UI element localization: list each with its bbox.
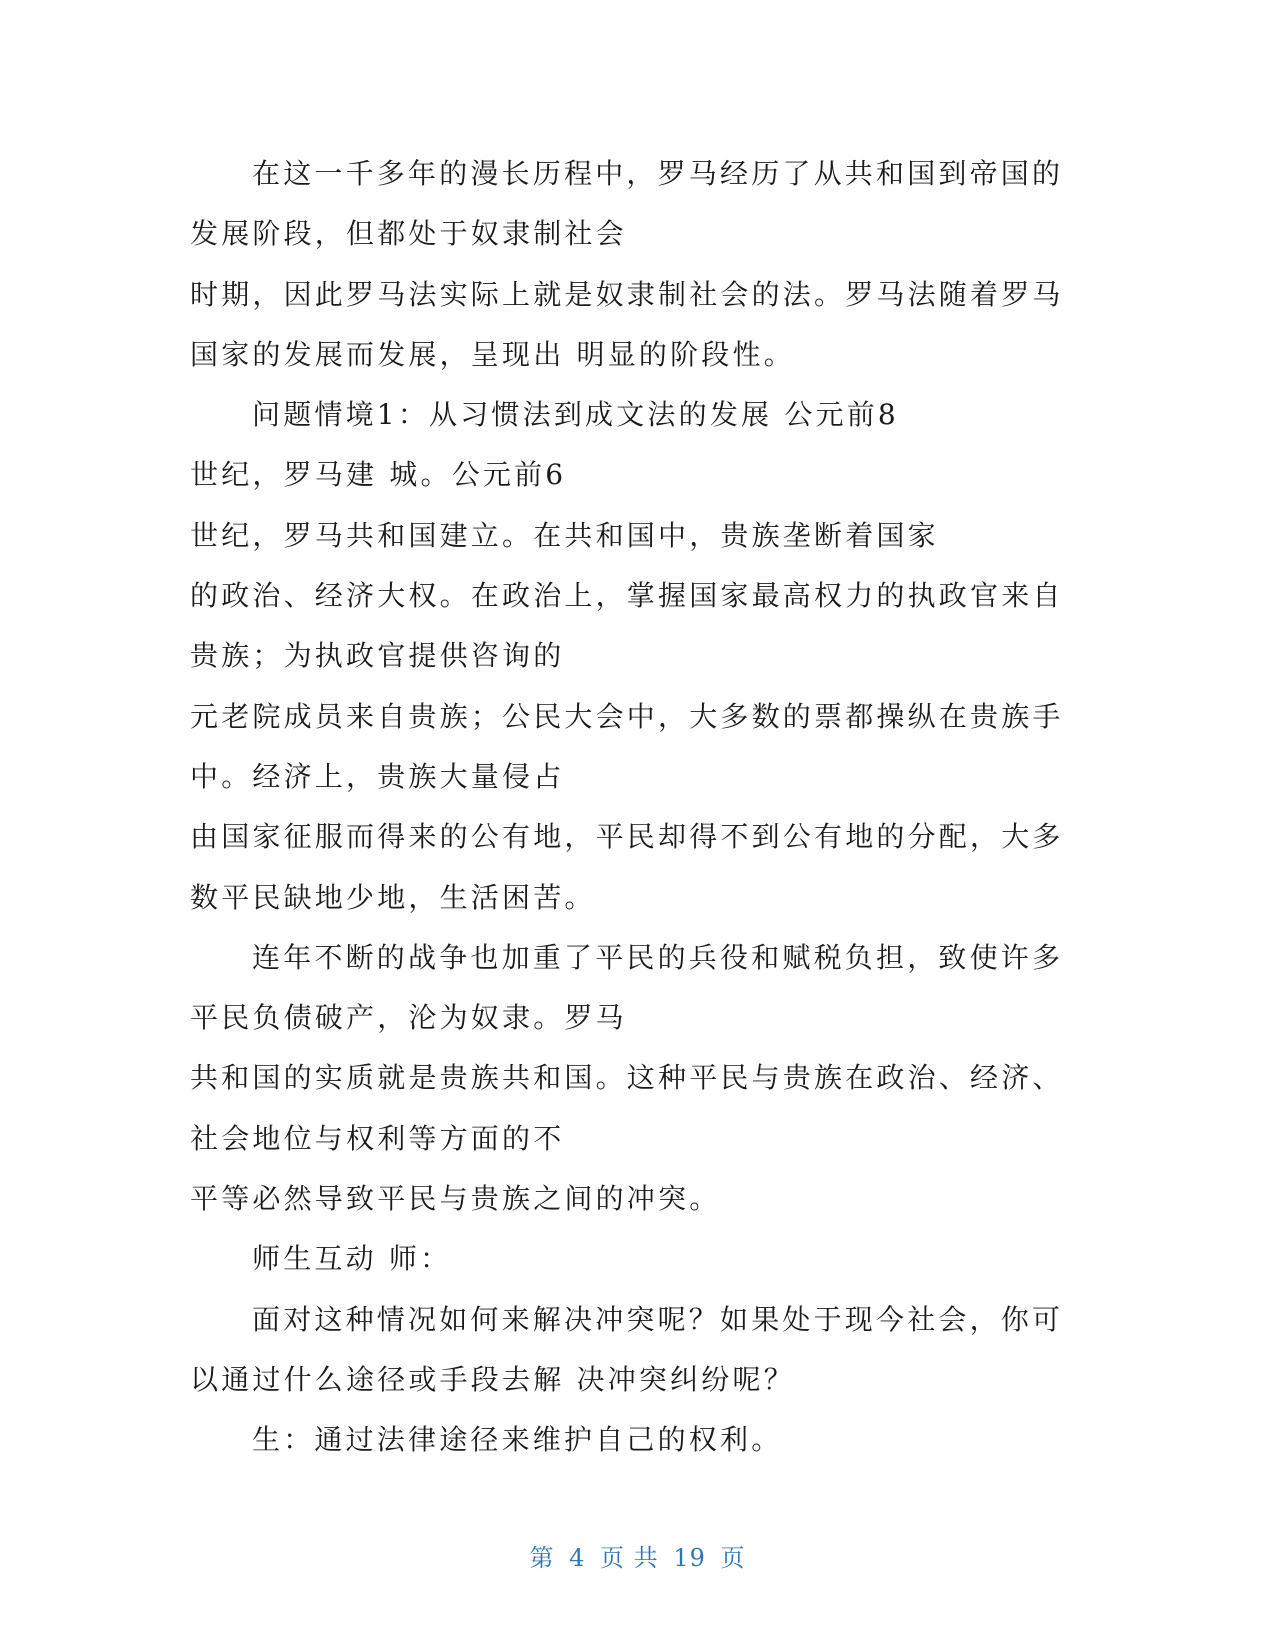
page-footer — [0, 1538, 1275, 1573]
text-line: 时期，因此罗马法实际上就是奴隶制社会的法。罗马法随着罗马 — [190, 277, 1064, 311]
text-line: 中。经济上，贵族大量侵占 — [190, 759, 565, 793]
text-line: 在这一千多年的漫长历程中，罗马经历了从共和国到帝国的 — [252, 157, 1064, 190]
text-line: 由国家征服而得来的公有地，平民却得不到公有地的分配，大多 — [190, 820, 1064, 854]
text-line: 世纪，罗马共和国建立。在共和国中，贵族垄断着国家 — [190, 518, 939, 552]
total-pages: 19 — [673, 1544, 706, 1572]
text-line: 贵族；为执政官提供咨询的 — [190, 639, 565, 673]
footer-middle: 页 共 — [600, 1544, 659, 1572]
text-line: 平民负债破产，沦为奴隶。罗马 — [190, 1001, 627, 1035]
text-line: 发展阶段，但都处于奴隶制社会 — [190, 217, 627, 251]
text-line: 国家的发展而发展，呈现出 明显的阶段性。 — [190, 337, 795, 371]
text-line: 世纪，罗马建 城。公元前6 — [190, 458, 567, 492]
text-line: 社会地位与权利等方面的不 — [190, 1121, 565, 1155]
text-line: 师生互动 师： — [252, 1242, 452, 1276]
page-number: 4 — [569, 1544, 586, 1572]
text-line: 问题情境1：从习惯法到成文法的发展 公元前8 — [252, 398, 899, 432]
document-body — [190, 144, 1070, 1471]
text-line: 元老院成员来自贵族；公民大会中，大多数的票都操纵在贵族手 — [190, 699, 1064, 733]
text-line: 共和国的实质就是贵族共和国。这种平民与贵族在政治、经济、 — [190, 1061, 1064, 1095]
text-line: 平等必然导致平民与贵族之间的冲突。 — [190, 1182, 721, 1216]
text-line: 的政治、经济大权。在政治上，掌握国家最高权力的执政官来自 — [190, 579, 1064, 613]
footer-suffix: 页 — [720, 1544, 746, 1572]
text-line: 面对这种情况如何来解决冲突呢？如果处于现今社会，你可 — [252, 1302, 1064, 1336]
text-line: 连年不断的战争也加重了平民的兵役和赋税负担，致使许多 — [252, 940, 1064, 974]
text-line: 以通过什么途径或手段去解 决冲突纠纷呢？ — [190, 1362, 795, 1396]
footer-prefix: 第 — [529, 1544, 555, 1572]
text-line: 数平民缺地少地，生活困苦。 — [190, 880, 596, 914]
text-line: 生：通过法律途径来维护自己的权利。 — [252, 1423, 783, 1457]
